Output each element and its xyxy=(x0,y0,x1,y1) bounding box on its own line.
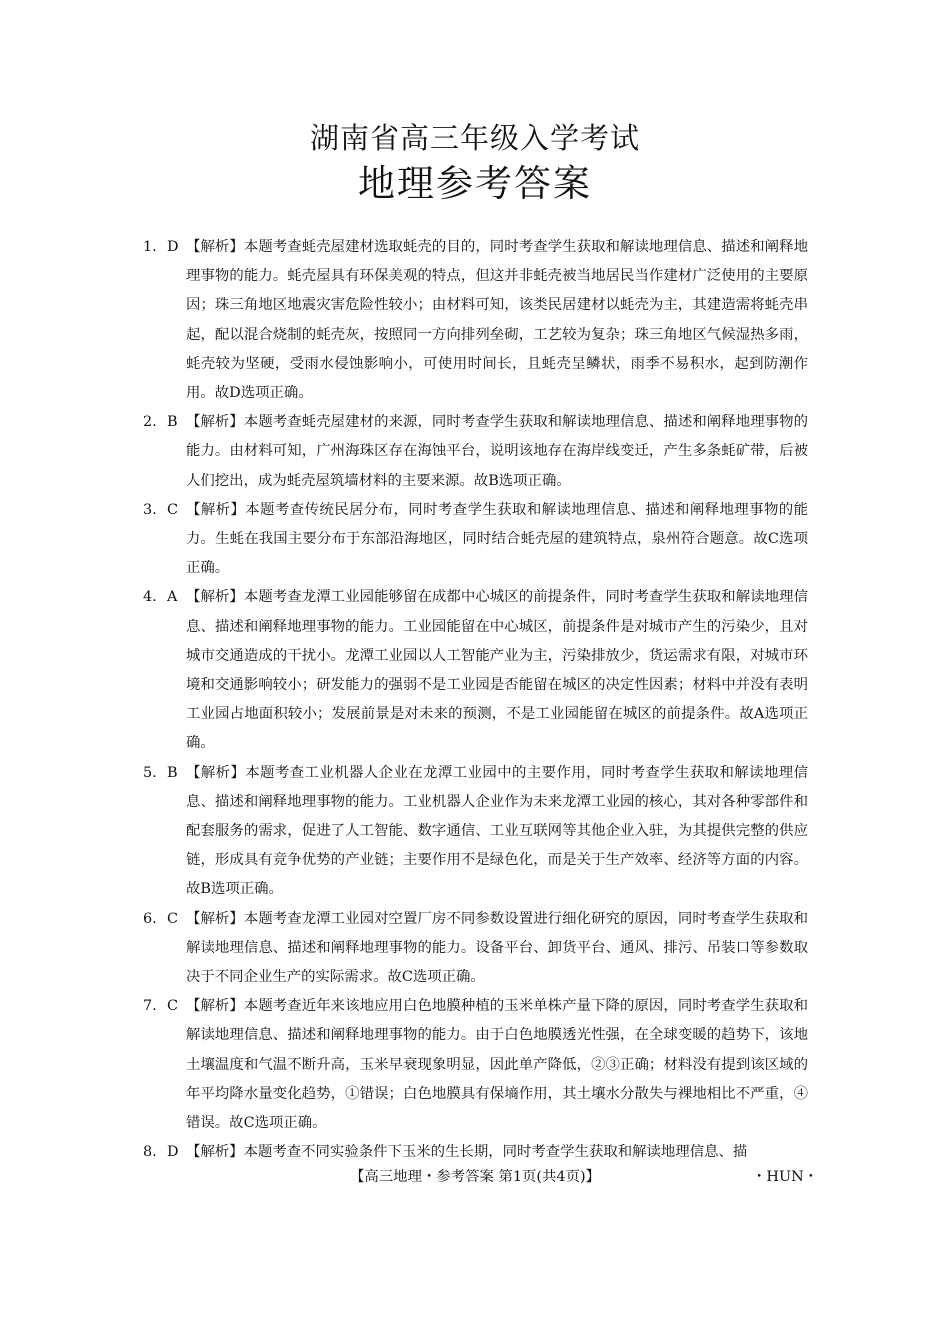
answer-item-7 xyxy=(143,992,808,1138)
item-number: 6. xyxy=(143,910,157,927)
item-answer: D xyxy=(167,239,179,255)
item-number: 4. xyxy=(143,589,157,606)
analysis-tag: 【解析】 xyxy=(186,414,244,431)
item-explanation: 本题考查蚝壳屋建材选取蚝壳的目的，同时考查学生获取和解读地理信息、描述和阐释地理事物的能力。蚝壳屋具有环保美观的特点，但这并非蚝壳被当地居民当作建材广泛使用的主要原因；珠三角地区地震灾害危险性较小；由材料可知，该类民居建材以蚝壳为主，其建造需将蚝壳串起，配以混合烧制的蚝壳灰，按照同一方向排列垒砌，工艺较为复杂；珠三角地区气候湿热多雨，蚝壳较为坚硬，受雨水侵蚀影响小，可使用时间长，且蚝壳呈鳞状，雨季不易积水，起到防潮作用。故D选项正确。 xyxy=(186,239,808,402)
document-title: 地理参考答案 xyxy=(358,162,592,205)
answer-list xyxy=(143,233,808,1168)
analysis-tag: 【解析】 xyxy=(186,910,244,927)
item-answer: B xyxy=(167,414,178,431)
analysis-tag: 【解析】 xyxy=(186,1144,244,1161)
answer-item-1 xyxy=(143,233,808,408)
item-number: 3. xyxy=(143,501,157,518)
item-answer: C xyxy=(167,910,179,927)
footer-region-code: ・HUN・ xyxy=(752,1169,819,1185)
item-answer: C xyxy=(167,998,179,1015)
analysis-tag: 【解析】 xyxy=(186,998,244,1015)
analysis-tag: 【解析】 xyxy=(186,239,244,255)
answer-item-5 xyxy=(143,759,808,905)
item-explanation: 本题考查蚝壳屋建材的来源，同时考查学生获取和解读地理信息、描述和阐释地理事物的能力。由材料可知，广州海珠区存在海蚀平台，说明该地存在海岸线变迁，产生多条蚝矿带，后被人们挖出，成为蚝壳屋筑墙材料的主要来源。故B选项正确。 xyxy=(186,414,808,489)
item-answer: A xyxy=(167,589,178,606)
answer-item-6 xyxy=(143,905,808,993)
item-answer: D xyxy=(167,1144,179,1161)
item-number: 8. xyxy=(143,1144,157,1161)
page-footer xyxy=(0,1165,950,1189)
item-number: 7. xyxy=(143,998,157,1015)
item-number: 5. xyxy=(143,764,157,781)
answer-item-3 xyxy=(143,496,808,584)
item-explanation: 本题考查龙潭工业园对空置厂房不同参数设置进行细化研究的原因，同时考查学生获取和解读地理信息、描述和阐释地理事物的能力。设备平台、卸货平台、通风、排污、吊装口等参数取决于不同企业生产的实际需求。故C选项正确。 xyxy=(186,910,808,986)
item-explanation: 本题考查工业机器人企业在龙潭工业园中的主要作用，同时考查学生获取和解读地理信息、描述和阐释地理事物的能力。工业机器人企业作为未来龙潭工业园的核心，其对各种零部件和配套服务的需求，促进了人工智能、数字通信、工业互联网等其他企业入驻，为其提供完整的供应链，形成具有竞争优势的产业链；主要作用不是绿色化，而是关于生产效率、经济等方面的内容。故B选项正确。 xyxy=(186,764,808,898)
item-explanation: 本题考查传统民居分布，同时考查学生获取和解读地理信息、描述和阐释地理事物的能力。生蚝在我国主要分布于东部沿海地区，同时结合蚝壳屋的建筑特点，泉州符合题意。故C选项正确。 xyxy=(186,501,808,577)
answer-item-8 xyxy=(143,1138,808,1167)
item-number: 2. xyxy=(143,414,157,431)
item-answer: C xyxy=(167,501,179,518)
analysis-tag: 【解析】 xyxy=(186,501,246,518)
item-explanation: 本题考查龙潭工业园能够留在成都中心城区的前提条件，同时考查学生获取和解读地理信息、描述和阐释地理事物的能力。工业园能留在中心城区，前提条件是对城市产生的污染少，且对城市交通造成的干扰小。龙潭工业园以人工智能产业为主，污染排放少，货运需求有限，对城市环境和交通影响较小；研发能力的强弱不是工业园是否能留在城区的决定性因素；材料中并没有表明工业园占地面积较小；发展前景是对未来的预测，不是工业园能留在城区的前提条件。故A选项正确。 xyxy=(186,589,808,752)
item-explanation: 本题考查不同实验条件下玉米的生长期，同时考查学生获取和解读地理信息、描 xyxy=(243,1144,748,1161)
exam-title: 湖南省高三年级入学考试 xyxy=(309,121,640,155)
analysis-tag: 【解析】 xyxy=(186,764,246,781)
item-answer: B xyxy=(167,764,178,781)
footer-page-info: 【高三地理・参考答案 第1页(共4页)】 xyxy=(350,1169,600,1185)
answer-item-2 xyxy=(143,408,808,496)
item-explanation: 本题考查近年来该地应用白色地膜种植的玉米单株产量下降的原因，同时考查学生获取和解读地理信息、描述和阐释地理事物的能力。由于白色地膜透光性强，在全球变暖的趋势下，该地土壤温度和气温不断升高，玉米早衰现象明显，因此单产降低，②③正确；材料没有提到该区域的年平均降水量变化趋势，①错误；白色地膜具有保墒作用，其土壤水分散失与裸地相比不严重，④错误。故C选项正确。 xyxy=(186,998,808,1132)
item-number: 1. xyxy=(143,239,157,255)
answer-item-4 xyxy=(143,583,808,758)
analysis-tag: 【解析】 xyxy=(186,589,244,606)
